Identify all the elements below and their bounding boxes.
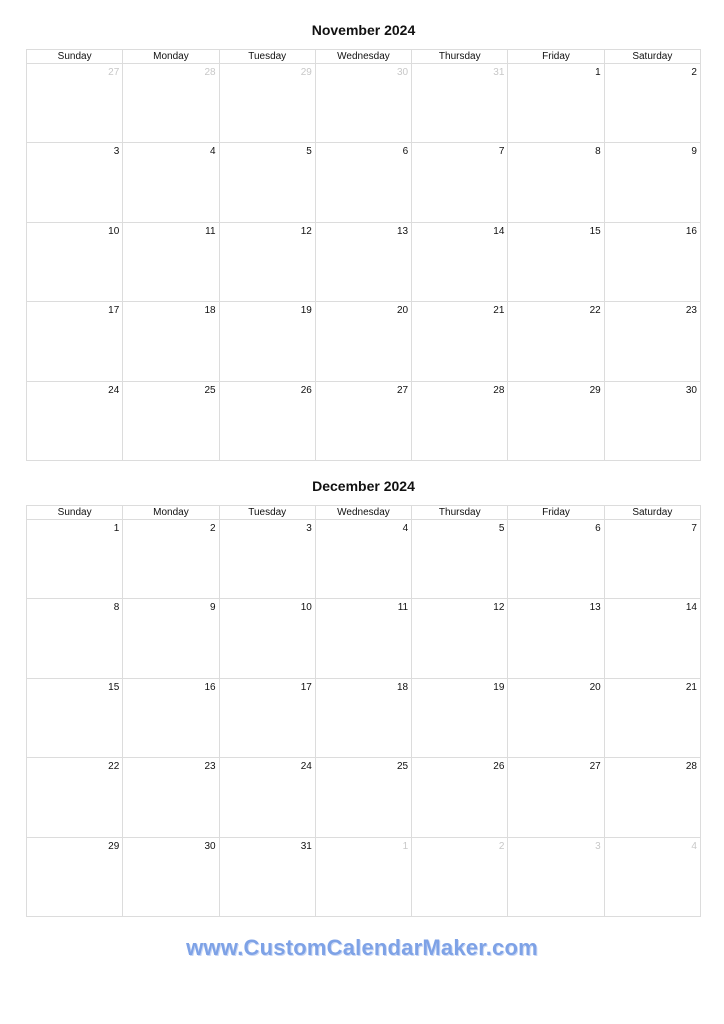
day-number: 22 [589,305,601,317]
day-number: 1 [595,67,601,78]
day-number: 30 [397,67,409,78]
weekday-label: Thursday [412,506,508,520]
day-number: 31 [300,840,312,852]
day-cell [27,679,123,758]
week-row [27,679,701,758]
day-number: 31 [493,67,505,78]
day-number: 4 [402,523,409,534]
day-number: 7 [691,523,697,534]
day-cell [412,302,508,381]
week-row [27,520,701,599]
day-cell [412,758,508,837]
day-number: 19 [493,681,505,693]
day-number: 21 [685,681,697,693]
day-number: 12 [300,225,312,237]
day-cell [508,520,604,599]
day-cell [27,143,123,222]
day-cell [508,758,604,837]
day-number: 23 [204,761,216,773]
day-cell [508,223,604,302]
day-number: 30 [204,840,216,852]
day-cell [605,679,701,758]
day-number: 10 [300,602,312,614]
week-row [27,64,701,143]
day-cell [220,223,316,302]
day-number: 23 [685,305,697,317]
day-cell [27,302,123,381]
day-cell [27,223,123,302]
day-cell [27,838,123,917]
weekday-label: Saturday [605,506,701,520]
day-cell [605,143,701,222]
day-cell [220,599,316,678]
day-cell [123,520,219,599]
day-number: 28 [204,67,216,78]
day-number: 12 [493,602,505,614]
weeks [27,64,701,461]
day-number: 9 [210,602,216,614]
week-row [27,382,701,461]
day-number: 28 [685,761,697,773]
day-cell [220,838,316,917]
day-number: 2 [691,67,697,78]
day-number: 11 [397,602,409,614]
day-cell [412,520,508,599]
week-row [27,599,701,678]
day-cell [508,599,604,678]
weeks [27,520,701,917]
day-cell [605,838,701,917]
week-row [27,302,701,381]
day-cell [412,382,508,461]
day-number: 15 [108,681,120,693]
day-cell [316,520,412,599]
day-number: 3 [595,840,601,852]
day-number: 18 [204,305,216,317]
day-number: 2 [498,840,505,852]
day-cell [220,64,316,143]
day-number: 25 [397,761,409,773]
day-cell [220,758,316,837]
day-number: 24 [300,761,312,773]
weekday-label: Friday [508,506,604,520]
day-cell [220,520,316,599]
day-number: 7 [498,146,505,158]
month-title: November 2024 [311,22,416,38]
day-number: 11 [205,225,216,237]
day-cell [316,382,412,461]
day-cell [27,382,123,461]
month-title: December 2024 [312,478,415,494]
day-number: 28 [493,384,505,396]
day-cell [605,599,701,678]
day-number: 15 [589,225,601,237]
footer-link[interactable]: www.CustomCalendarMaker.com [186,935,538,960]
day-number: 4 [691,840,697,852]
day-number: 25 [204,384,216,396]
day-cell [316,64,412,143]
day-cell [508,64,604,143]
day-number: 26 [493,761,505,773]
day-number: 3 [306,523,312,534]
day-number: 5 [498,523,505,534]
day-cell [508,838,604,917]
day-number: 29 [108,840,120,852]
day-cell [220,382,316,461]
weekday-label: Tuesday [220,50,316,64]
day-cell [316,223,412,302]
weekday-label: Monday [123,50,219,64]
weekday-label: Wednesday [316,50,412,64]
day-number: 8 [113,602,120,614]
day-cell [412,679,508,758]
day-number: 1 [113,523,120,534]
week-row [27,838,701,917]
day-number: 4 [210,146,216,158]
day-cell [123,64,219,143]
day-number: 19 [300,305,312,317]
day-number: 13 [589,602,601,614]
weekday-label: Thursday [412,50,508,64]
day-number: 18 [397,681,409,693]
day-number: 20 [397,305,409,317]
day-cell [412,143,508,222]
weekday-label: Wednesday [316,506,412,520]
day-number: 26 [300,384,312,396]
day-cell [316,679,412,758]
day-cell [605,758,701,837]
day-cell [412,599,508,678]
day-cell [123,679,219,758]
day-cell [316,143,412,222]
weekday-header [27,506,701,520]
day-number: 27 [397,384,409,396]
day-cell [27,64,123,143]
day-cell [316,302,412,381]
day-cell [605,382,701,461]
day-number: 29 [300,67,312,78]
day-number: 27 [108,67,120,78]
day-cell [220,679,316,758]
month-december [26,476,701,920]
calendar-grid [26,505,701,917]
day-number: 16 [685,225,697,237]
day-cell [220,302,316,381]
day-cell [508,143,604,222]
day-cell [316,838,412,917]
week-row [27,143,701,222]
day-cell [508,302,604,381]
day-number: 2 [210,523,216,534]
day-number: 1 [402,840,409,852]
weekday-label: Tuesday [220,506,316,520]
day-number: 14 [685,602,697,614]
day-number: 5 [306,146,312,158]
day-number: 30 [685,384,697,396]
day-number: 6 [402,146,409,158]
week-row [27,758,701,837]
day-cell [27,520,123,599]
day-number: 17 [300,681,312,693]
day-cell [123,223,219,302]
weekday-label: Monday [123,506,219,520]
day-cell [27,599,123,678]
day-number: 27 [589,761,601,773]
weekday-header [27,50,701,64]
day-number: 16 [204,681,216,693]
month-november [26,20,701,464]
calendar-grid [26,49,701,461]
day-cell [508,382,604,461]
day-cell [508,679,604,758]
day-cell [27,758,123,837]
weekday-label: Friday [508,50,604,64]
day-number: 29 [589,384,601,396]
weekday-label: Sunday [27,506,123,520]
day-cell [123,382,219,461]
day-cell [412,64,508,143]
day-cell [123,143,219,222]
day-number: 3 [113,146,120,158]
day-cell [123,838,219,917]
day-number: 9 [691,146,697,158]
day-cell [316,758,412,837]
day-number: 21 [493,305,505,317]
day-cell [316,599,412,678]
day-cell [123,758,219,837]
day-number: 13 [397,225,409,237]
day-cell [220,143,316,222]
week-row [27,223,701,302]
day-number: 6 [595,523,601,534]
weekday-label: Saturday [605,50,701,64]
day-cell [605,223,701,302]
day-cell [412,838,508,917]
day-number: 24 [108,384,120,396]
day-number: 20 [589,681,601,693]
day-cell [605,302,701,381]
day-number: 17 [108,305,120,317]
day-cell [123,599,219,678]
day-number: 22 [108,761,120,773]
day-cell [412,223,508,302]
day-number: 14 [493,225,505,237]
day-number: 8 [595,146,601,158]
day-cell [123,302,219,381]
weekday-label: Sunday [27,50,123,64]
day-cell [605,64,701,143]
day-cell [605,520,701,599]
day-number: 10 [108,225,120,237]
